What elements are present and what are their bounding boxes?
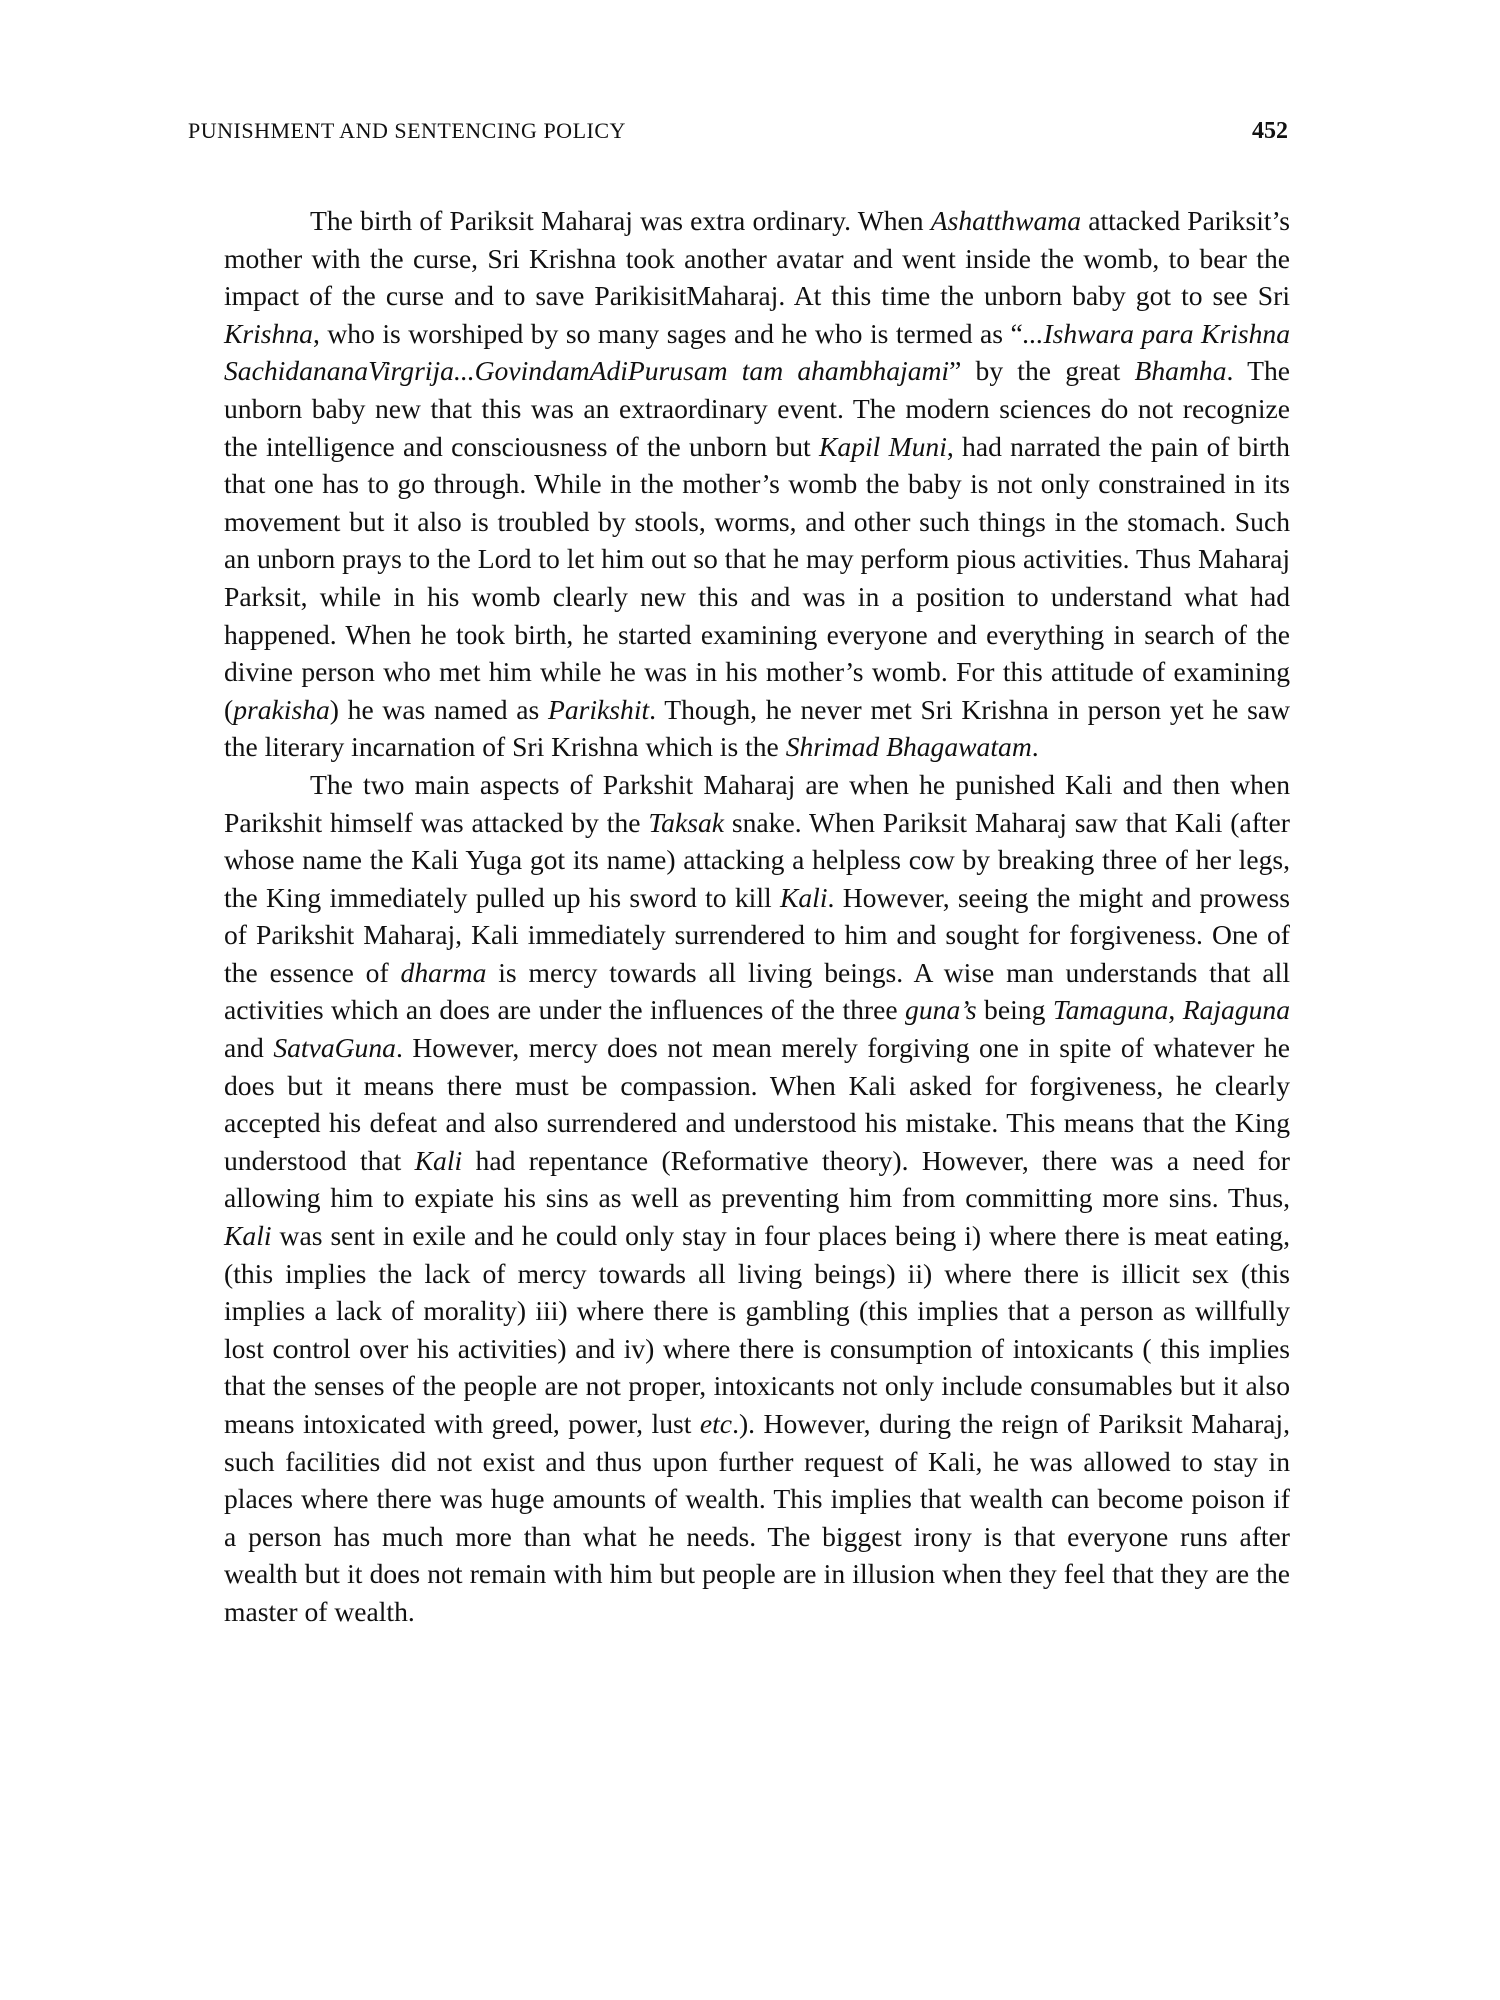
- italic-term: Kali: [414, 1144, 463, 1176]
- text-run: The birth of Pariksit Maharaj was extra ordinary. When: [310, 205, 931, 236]
- text-run: .: [1031, 731, 1039, 763]
- running-head: [188, 118, 1288, 158]
- text-run: . Though, he never met Sri Krishna in person yet he saw the literary incarnation of Sri Krishna which is the: [224, 693, 1290, 763]
- italic-term: guna’s: [905, 994, 977, 1026]
- text-run: .). However, during the reign of Pariksit Maharaj, such facilities did not exist and thus upon further request of Kali, he was allowed to stay in places where there was huge amounts of wealth. This implies that wealth can become poison if a person has much more than what he needs. The biggest irony is that everyone runs after wealth but it does not remain with him but people are in illusion when they feel that they are the master of wealth.: [224, 1408, 1290, 1627]
- text-run: . The unborn baby new that this was an extraordinary event. The modern sciences do not recognize the intelligence and consciousness of the unborn but: [224, 355, 1290, 462]
- italic-term: prakisha: [233, 693, 330, 725]
- italic-term: Tamaguna: [1052, 994, 1169, 1026]
- text-run: and: [224, 1032, 274, 1064]
- text-run: ” by the great: [949, 355, 1135, 387]
- italic-term: etc: [699, 1408, 733, 1439]
- body-text: [224, 202, 1290, 1631]
- page-number: 452: [1252, 118, 1288, 144]
- text-run: snake. When Pariksit Maharaj saw that Kali (after whose name the Kali Yuga got its name) attacking a helpless cow by breaking three of her legs, the King immediately pulled up his sword to kill: [224, 806, 1290, 913]
- text-run: The two main aspects of Parkshit Maharaj are when he punished Kali and then when Parikshit himself was attacked by the: [224, 768, 1290, 838]
- text-run: being: [976, 994, 1053, 1026]
- paragraph-2: [224, 766, 1290, 1631]
- italic-term: dharma: [400, 956, 487, 988]
- italic-term: Ashatthwama: [930, 205, 1082, 236]
- text-run: attacked Pariksit’s mother with the curse, Sri Krishna took another avatar and went inside the womb, to bear the impact of the curse and to save ParikisitMaharaj. At this time the unborn baby got to see Sri: [224, 205, 1291, 312]
- text-run: . However, mercy does not mean merely forgiving one in spite of whatever he does but it means there must be compassion. When Kali asked for forgiveness, he clearly accepted his defeat and also surrendered and understood his mistake. This means that the King understood that: [224, 1032, 1290, 1176]
- italic-term: Shrimad Bhagawatam: [785, 731, 1032, 763]
- italic-term: Kali: [779, 881, 828, 913]
- italic-term: Parikshit: [547, 693, 650, 725]
- italic-term: Krishna: [224, 317, 313, 349]
- text-run: ) he was named as: [329, 693, 548, 725]
- italic-term: Kapil Muni: [819, 430, 947, 462]
- text-run: . However, seeing the might and prowess of Parikshit Maharaj, Kali immediately surrendered to him and sought for forgiveness. One of the essence of: [224, 881, 1290, 988]
- italic-term: Kali: [224, 1220, 272, 1252]
- italic-term: Bhamha: [1134, 355, 1227, 387]
- text-run: was sent in exile and he could only stay in four places being i) where there is meat eating, (this implies the lack of mercy towards all living beings) ii) where there is illicit sex (this implies a lack of morality) iii) where there is gambling (this implies that a person as willfully lost control over his activities) and iv) where there is consumption of intoxicants ( this implies that the senses of the people are not proper, intoxicants not only include consumables but it also means intoxicated with greed, power, lust: [224, 1220, 1290, 1439]
- text-run: ,: [1168, 994, 1183, 1026]
- text-run: , had narrated the pain of birth that one has to go through. While in the mother’s womb the baby is not only constrained in its movement but it also is troubled by stools, worms, and other such things in the stomach. Such an unborn prays to the Lord to let him out so that he may perform pious activities. Thus Maharaj Parksit, while in his womb clearly new this and was in a position to understand what had happened. When he took birth, he started examining everyone and everything in search of the divine person who met him while he was in his mother’s womb. For this attitude of examining (: [224, 430, 1290, 725]
- text-run: had repentance (Reformative theory). However, there was a need for allowing him to expiate his sins as well as preventing him from committing more sins. Thus,: [224, 1144, 1290, 1214]
- running-title: PUNISHMENT AND SENTENCING POLICY: [188, 118, 626, 143]
- italic-term: ...Ishwara para Krishna SachidananaVirgrija...GovindamAdiPurusam tam ahambhajami: [224, 317, 1290, 387]
- text-run: is mercy towards all living beings. A wise man understands that all activities which an does are under the influences of the three: [224, 956, 1290, 1026]
- paragraph-1: [224, 202, 1290, 766]
- text-run: , who is worshiped by so many sages and he who is termed as “: [312, 317, 1023, 349]
- italic-term: Taksak: [648, 806, 724, 838]
- italic-term: SatvaGuna: [273, 1032, 396, 1064]
- italic-term: Rajaguna: [1182, 994, 1291, 1026]
